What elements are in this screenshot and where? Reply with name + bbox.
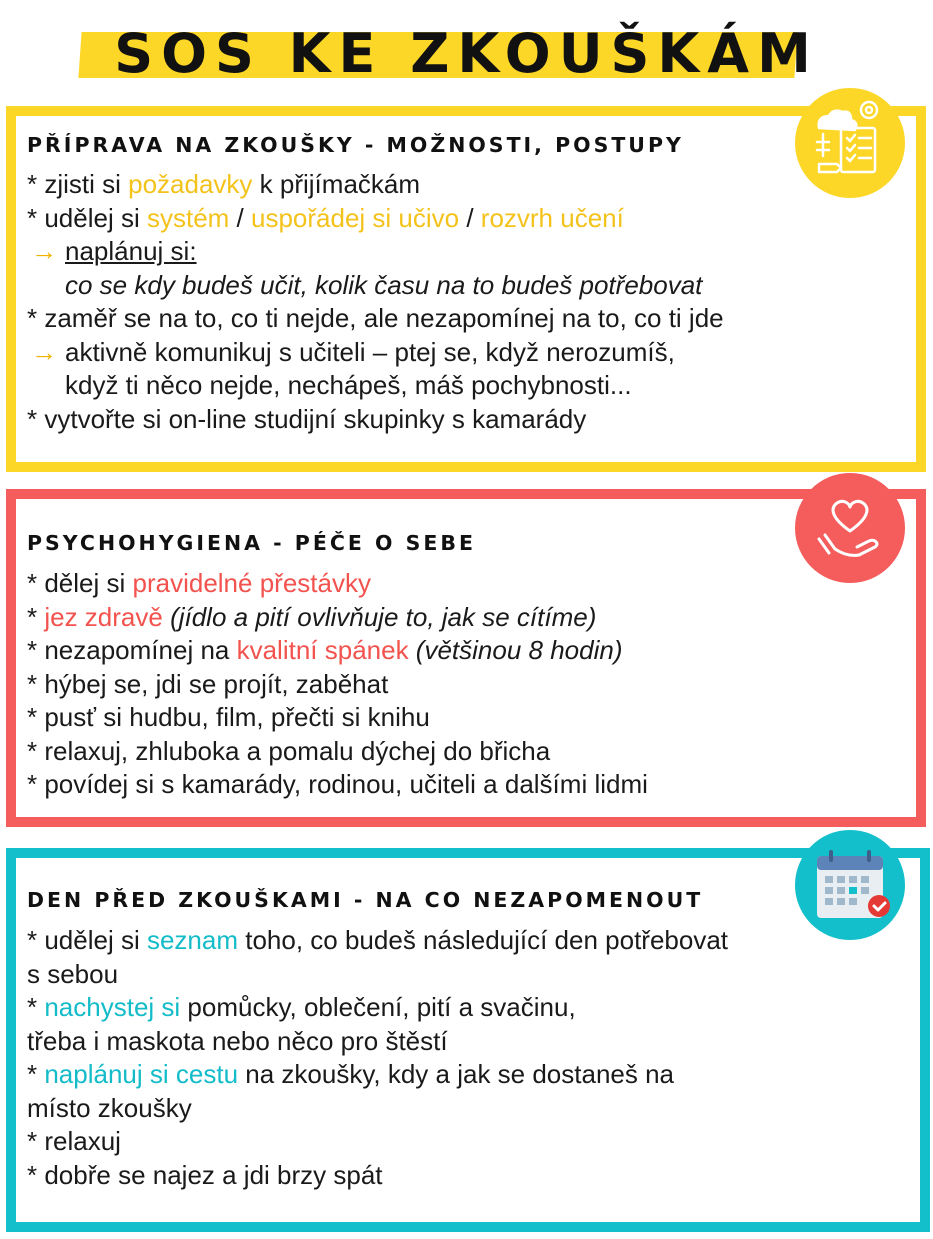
list-item: * pusť si hudbu, film, přečti si knihu [27, 702, 430, 732]
list-item: * udělej si seznam toho, co budeš následující den potřebovat [27, 925, 729, 955]
list-item: * relaxuj [27, 1126, 121, 1156]
list-item: * zaměř se na to, co ti nejde, ale nezapomínej na to, co ti jde [27, 303, 724, 333]
section-list [27, 567, 648, 802]
list-item: * povídej si s kamarády, rodinou, učiteli a dalšími lidmi [27, 769, 648, 799]
list-item: → aktivně komunikuj s učiteli – ptej se, když nerozumíš, [27, 336, 724, 370]
list-item: s sebou [27, 958, 119, 989]
list-item: * dělej si pravidelné přestávky [27, 568, 371, 598]
list-item: * nezapomínej na kvalitní spánek (většinou 8 hodin) [27, 635, 623, 665]
list-item: co se kdy budeš učit, kolik času na to budeš potřebovat [65, 269, 703, 300]
list-item: * jez zdravě (jídlo a pití ovlivňuje to, jak se cítíme) [27, 601, 597, 632]
list-item: * vytvořte si on-line studijní skupinky s kamarády [27, 403, 587, 434]
section-heading: PŘÍPRAVA NA ZKOUŠKY - MOŽNOSTI, POSTUPY [27, 133, 684, 157]
list-item: místo zkoušky [27, 1092, 192, 1123]
list-item: * udělej si systém / uspořádej si učivo / rozvrh učení [27, 202, 624, 233]
list-item: * naplánuj si cestu na zkoušky, kdy a jak se dostaneš na [27, 1059, 675, 1089]
list-item: * relaxuj, zhluboka a pomalu dýchej do břicha [27, 735, 551, 766]
planning-checklist-icon [795, 88, 905, 198]
list-item: když ti něco nejde, nechápeš, máš pochybnosti... [65, 370, 632, 400]
list-item: → naplánuj si: [27, 235, 724, 269]
list-item: třeba i maskota nebo něco pro štěstí [27, 1025, 448, 1056]
list-item: * zjisti si požadavky k přijímačkám [27, 169, 421, 199]
arrow-right-icon: → [31, 236, 57, 266]
section-heading: PSYCHOHYGIENA - PÉČE O SEBE [27, 531, 476, 555]
arrow-right-icon: → [31, 336, 57, 367]
calendar-check-icon [795, 830, 905, 940]
section-heading: DEN PŘED ZKOUŠKAMI - NA CO NEZAPOMENOUT [27, 888, 704, 912]
list-item: * nachystej si pomůcky, oblečení, pití a svačinu, [27, 992, 576, 1022]
section-list [27, 168, 724, 436]
heart-in-hand-icon [795, 473, 905, 583]
page-title: SOS KE ZKOUŠKÁM [114, 22, 819, 85]
list-item: * hýbej se, jdi se projít, zaběhat [27, 668, 389, 699]
section-list [27, 924, 728, 1192]
list-item: * dobře se najez a jdi brzy spát [27, 1159, 383, 1190]
